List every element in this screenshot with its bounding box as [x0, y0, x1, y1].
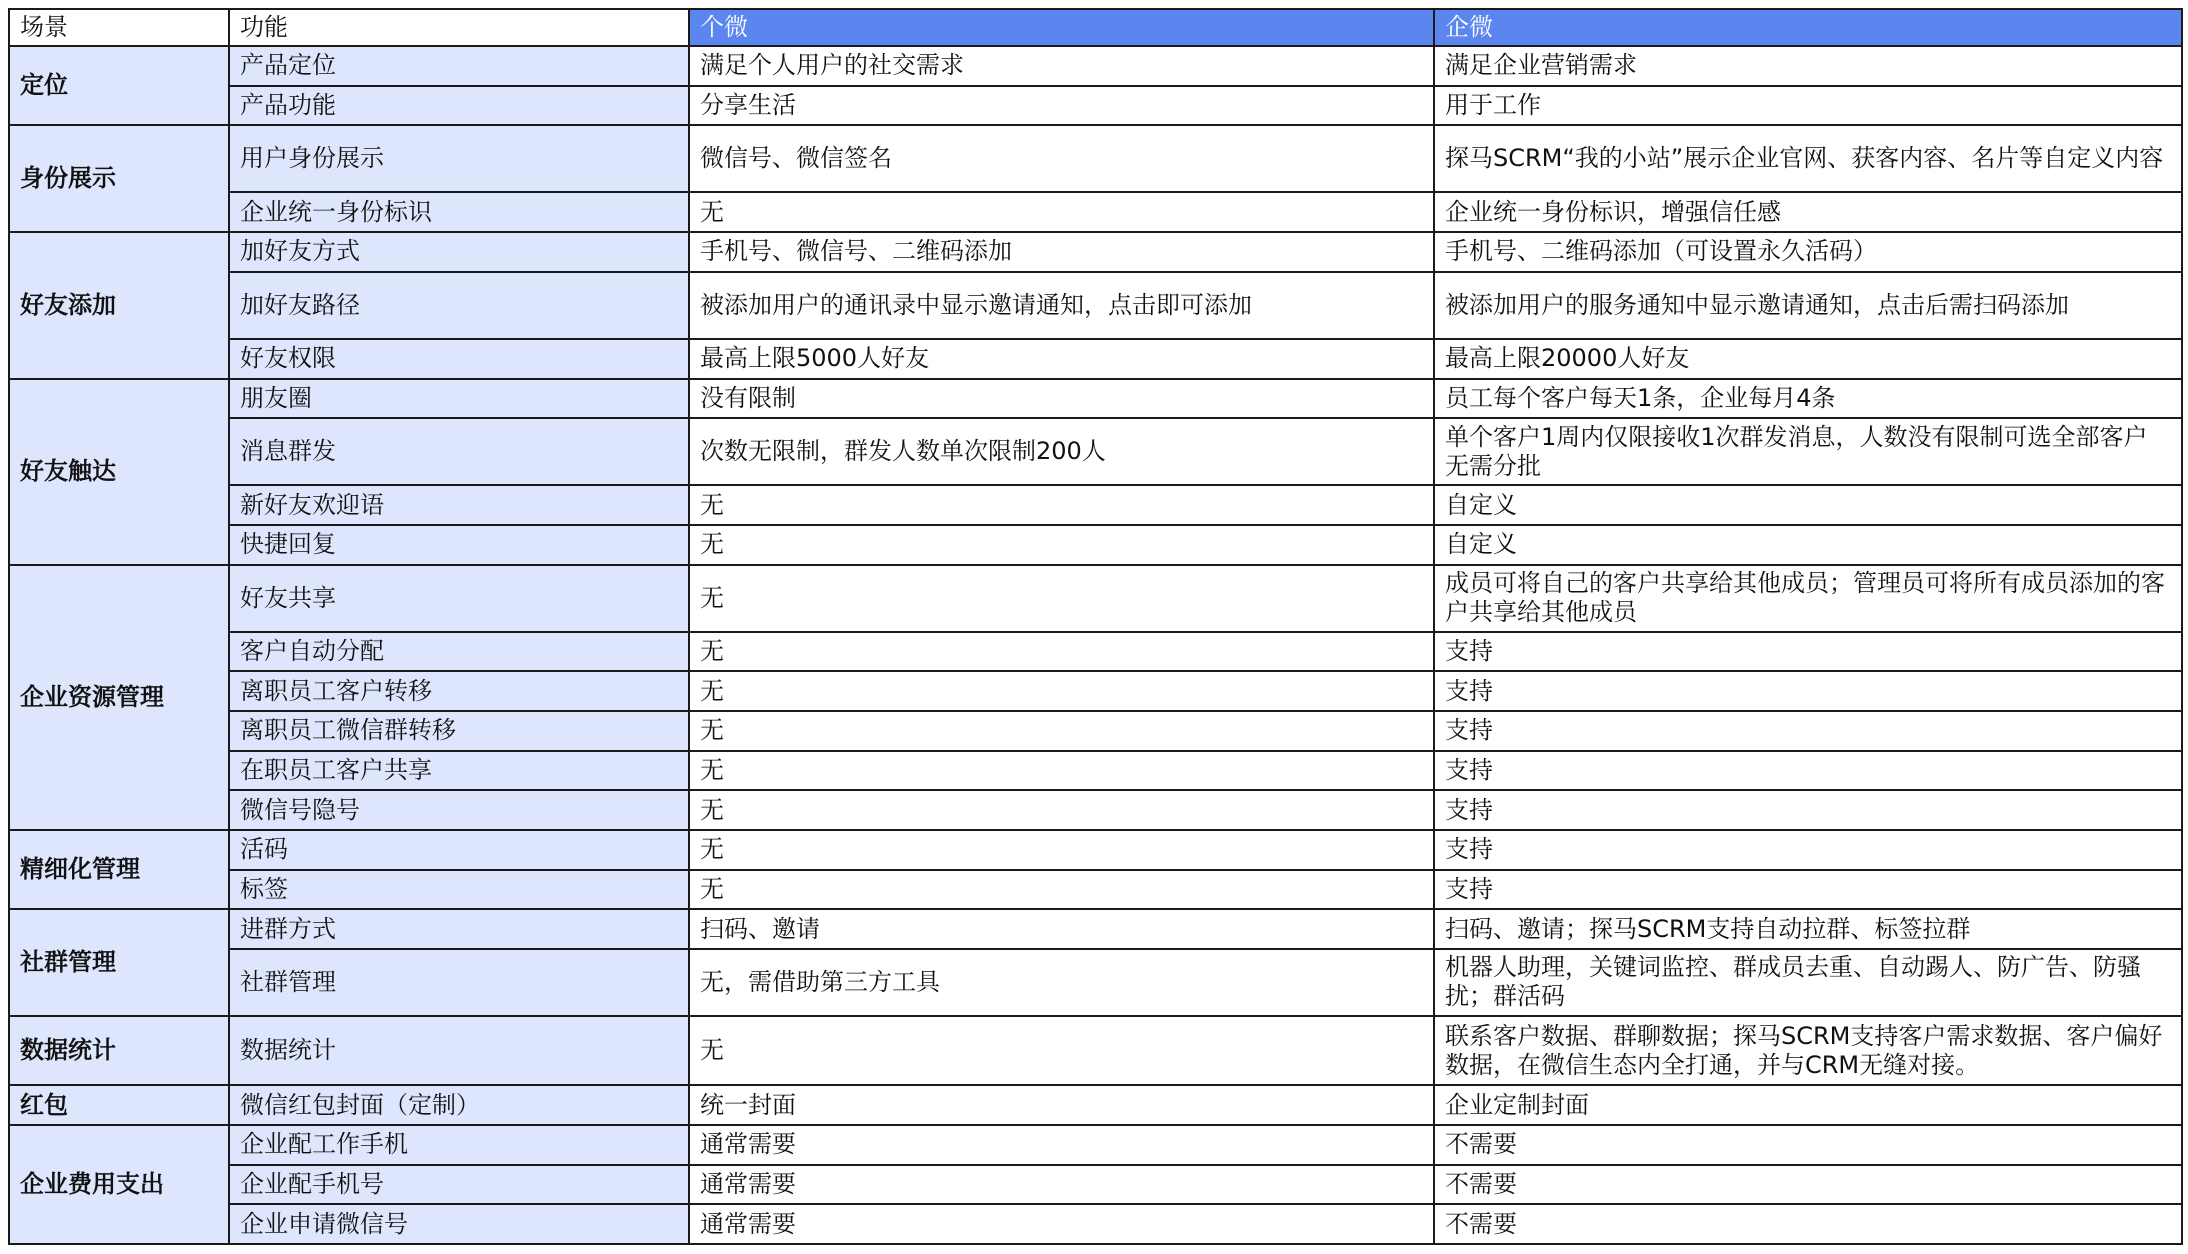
personal-value-cell: 无: [689, 192, 1434, 232]
feature-cell: 产品功能: [229, 86, 689, 126]
feature-cell: 数据统计: [229, 1016, 689, 1085]
personal-value-cell: 没有限制: [689, 379, 1434, 419]
table-body: [9, 46, 2182, 1244]
enterprise-value-cell: 机器人助理，关键词监控、群成员去重、自动踢人、防广告、防骚扰；群活码: [1434, 949, 2182, 1016]
enterprise-value-cell: 扫码、邀请；探马SCRM支持自动拉群、标签拉群: [1434, 909, 2182, 949]
scene-cell: 企业资源管理: [9, 565, 229, 830]
enterprise-value-cell: 支持: [1434, 790, 2182, 830]
scene-cell: 身份展示: [9, 125, 229, 232]
enterprise-value-cell: 支持: [1434, 671, 2182, 711]
table-row: [9, 125, 2182, 192]
enterprise-value-cell: 企业定制封面: [1434, 1085, 2182, 1125]
personal-value-cell: 分享生活: [689, 86, 1434, 126]
scene-cell: 好友添加: [9, 232, 229, 378]
header-enterprise-wechat: 企微: [1434, 9, 2182, 46]
table-row: [9, 1165, 2182, 1205]
feature-cell: 进群方式: [229, 909, 689, 949]
table-row: [9, 86, 2182, 126]
table-row: [9, 632, 2182, 672]
enterprise-value-cell: 不需要: [1434, 1204, 2182, 1244]
table-row: [9, 565, 2182, 632]
table-row: [9, 232, 2182, 272]
feature-cell: 活码: [229, 830, 689, 870]
table-row: [9, 1085, 2182, 1125]
feature-cell: 在职员工客户共享: [229, 751, 689, 791]
table-row: [9, 671, 2182, 711]
table-row: [9, 525, 2182, 565]
enterprise-value-cell: 手机号、二维码添加（可设置永久活码）: [1434, 232, 2182, 272]
feature-cell: 好友共享: [229, 565, 689, 632]
personal-value-cell: 无: [689, 671, 1434, 711]
feature-cell: 加好友路径: [229, 272, 689, 339]
enterprise-value-cell: 企业统一身份标识，增强信任感: [1434, 192, 2182, 232]
personal-value-cell: 无: [689, 632, 1434, 672]
personal-value-cell: 无: [689, 870, 1434, 910]
table-row: [9, 272, 2182, 339]
header-feature: 功能: [229, 9, 689, 46]
personal-value-cell: 无: [689, 711, 1434, 751]
personal-value-cell: 被添加用户的通讯录中显示邀请通知，点击即可添加: [689, 272, 1434, 339]
table-row: [9, 192, 2182, 232]
table-row: [9, 830, 2182, 870]
personal-value-cell: 无: [689, 790, 1434, 830]
enterprise-value-cell: 成员可将自己的客户共享给其他成员；管理员可将所有成员添加的客户共享给其他成员: [1434, 565, 2182, 632]
enterprise-value-cell: 用于工作: [1434, 86, 2182, 126]
table-row: [9, 418, 2182, 485]
enterprise-value-cell: 满足企业营销需求: [1434, 46, 2182, 86]
feature-cell: 好友权限: [229, 339, 689, 379]
enterprise-value-cell: 不需要: [1434, 1125, 2182, 1165]
feature-cell: 加好友方式: [229, 232, 689, 272]
enterprise-value-cell: 单个客户1周内仅限接收1次群发消息，人数没有限制可选全部客户无需分批: [1434, 418, 2182, 485]
feature-cell: 社群管理: [229, 949, 689, 1016]
enterprise-value-cell: 支持: [1434, 830, 2182, 870]
personal-value-cell: 无: [689, 1016, 1434, 1085]
personal-value-cell: 无: [689, 565, 1434, 632]
enterprise-value-cell: 自定义: [1434, 525, 2182, 565]
feature-cell: 标签: [229, 870, 689, 910]
enterprise-value-cell: 自定义: [1434, 485, 2182, 525]
table-row: [9, 485, 2182, 525]
personal-value-cell: 满足个人用户的社交需求: [689, 46, 1434, 86]
feature-cell: 产品定位: [229, 46, 689, 86]
table-row: [9, 1016, 2182, 1085]
feature-cell: 用户身份展示: [229, 125, 689, 192]
personal-value-cell: 无: [689, 485, 1434, 525]
table-row: [9, 909, 2182, 949]
enterprise-value-cell: 联系客户数据、群聊数据；探马SCRM支持客户需求数据、客户偏好数据，在微信生态内全打通，并与CRM无缝对接。: [1434, 1016, 2182, 1085]
personal-value-cell: 通常需要: [689, 1125, 1434, 1165]
feature-cell: 离职员工客户转移: [229, 671, 689, 711]
header-row: [9, 9, 2182, 46]
personal-value-cell: 最高上限5000人好友: [689, 339, 1434, 379]
personal-value-cell: 次数无限制，群发人数单次限制200人: [689, 418, 1434, 485]
personal-value-cell: 手机号、微信号、二维码添加: [689, 232, 1434, 272]
comparison-table: [8, 8, 2183, 1245]
feature-cell: 客户自动分配: [229, 632, 689, 672]
enterprise-value-cell: 支持: [1434, 711, 2182, 751]
table-row: [9, 1125, 2182, 1165]
feature-cell: 企业申请微信号: [229, 1204, 689, 1244]
header-personal-wechat: 个微: [689, 9, 1434, 46]
enterprise-value-cell: 员工每个客户每天1条，企业每月4条: [1434, 379, 2182, 419]
table-row: [9, 751, 2182, 791]
feature-cell: 朋友圈: [229, 379, 689, 419]
table-row: [9, 379, 2182, 419]
personal-value-cell: 通常需要: [689, 1204, 1434, 1244]
personal-value-cell: 无: [689, 525, 1434, 565]
table-row: [9, 339, 2182, 379]
personal-value-cell: 无: [689, 751, 1434, 791]
table-row: [9, 711, 2182, 751]
feature-cell: 微信红包封面（定制）: [229, 1085, 689, 1125]
scene-cell: 定位: [9, 46, 229, 125]
scene-cell: 好友触达: [9, 379, 229, 565]
personal-value-cell: 微信号、微信签名: [689, 125, 1434, 192]
enterprise-value-cell: 支持: [1434, 632, 2182, 672]
table-row: [9, 790, 2182, 830]
feature-cell: 企业配工作手机: [229, 1125, 689, 1165]
enterprise-value-cell: 被添加用户的服务通知中显示邀请通知，点击后需扫码添加: [1434, 272, 2182, 339]
scene-cell: 社群管理: [9, 909, 229, 1016]
enterprise-value-cell: 最高上限20000人好友: [1434, 339, 2182, 379]
feature-cell: 新好友欢迎语: [229, 485, 689, 525]
feature-cell: 消息群发: [229, 418, 689, 485]
enterprise-value-cell: 探马SCRM“我的小站”展示企业官网、获客内容、名片等自定义内容: [1434, 125, 2182, 192]
enterprise-value-cell: 支持: [1434, 870, 2182, 910]
personal-value-cell: 通常需要: [689, 1165, 1434, 1205]
header-scene: 场景: [9, 9, 229, 46]
feature-cell: 企业配手机号: [229, 1165, 689, 1205]
personal-value-cell: 统一封面: [689, 1085, 1434, 1125]
table-row: [9, 949, 2182, 1016]
scene-cell: 精细化管理: [9, 830, 229, 909]
table-row: [9, 1204, 2182, 1244]
feature-cell: 离职员工微信群转移: [229, 711, 689, 751]
personal-value-cell: 无: [689, 830, 1434, 870]
feature-cell: 微信号隐号: [229, 790, 689, 830]
enterprise-value-cell: 支持: [1434, 751, 2182, 791]
enterprise-value-cell: 不需要: [1434, 1165, 2182, 1205]
scene-cell: 数据统计: [9, 1016, 229, 1085]
feature-cell: 快捷回复: [229, 525, 689, 565]
table-row: [9, 870, 2182, 910]
personal-value-cell: 扫码、邀请: [689, 909, 1434, 949]
scene-cell: 红包: [9, 1085, 229, 1125]
table-row: [9, 46, 2182, 86]
scene-cell: 企业费用支出: [9, 1125, 229, 1244]
feature-cell: 企业统一身份标识: [229, 192, 689, 232]
personal-value-cell: 无，需借助第三方工具: [689, 949, 1434, 1016]
